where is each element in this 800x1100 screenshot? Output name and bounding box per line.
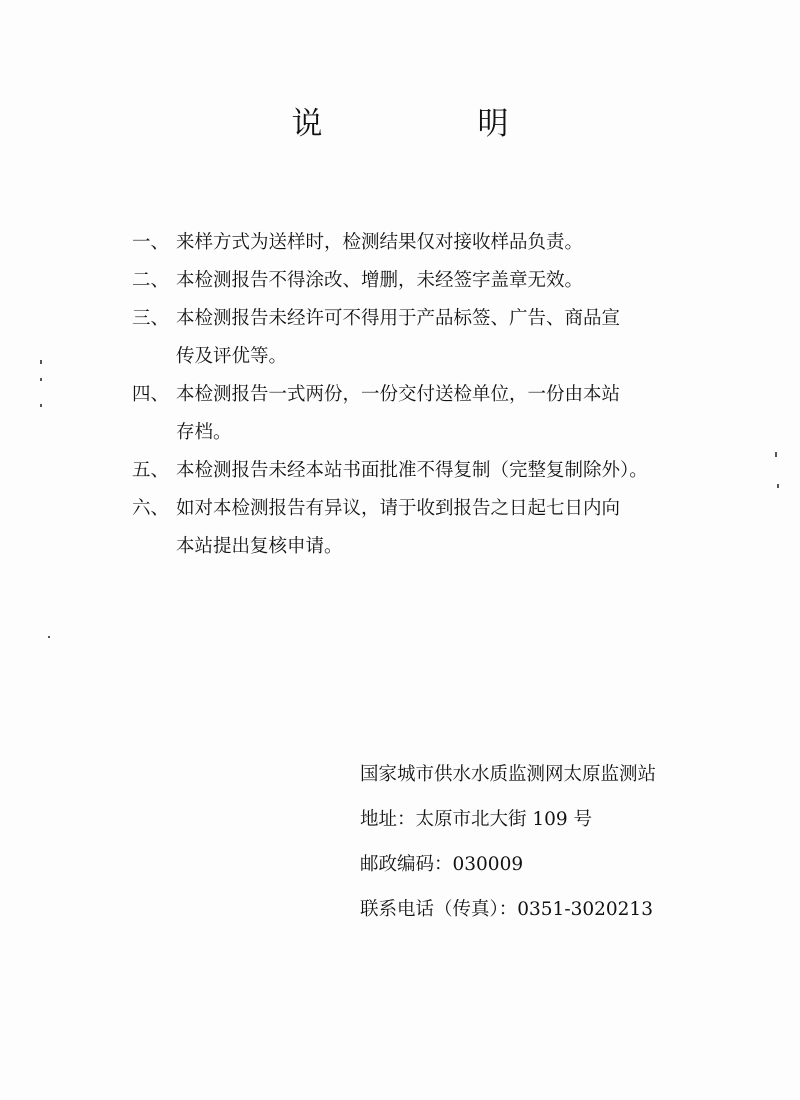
note-text: 来样方式为送样时，检测结果仅对接收样品负责。 [176, 232, 584, 253]
notes-list [132, 224, 722, 566]
note-number: 二、 [132, 270, 170, 291]
note-number: 五、 [132, 460, 170, 481]
note-number: 四、 [132, 384, 170, 405]
note-text: 本检测报告未经本站书面批准不得复制（完整复制除外）。 [176, 460, 648, 481]
note-item [132, 376, 722, 452]
address-line: 地址：太原市北大街 109 号 [360, 809, 593, 830]
organization-name: 国家城市供水水质监测网太原监测站 [360, 764, 657, 785]
note-item [132, 490, 722, 566]
note-number: 六、 [132, 498, 170, 519]
phone-line: 联系电话（传真）：0351-3020213 [360, 899, 653, 920]
scan-speck [775, 452, 777, 457]
scan-speck [48, 636, 50, 638]
page-title: 说 明 [291, 106, 571, 142]
note-text: 如对本检测报告有异议，请于收到报告之日起七日内向 本站提出复核申请。 [176, 498, 621, 557]
postcode-line: 邮政编码：030009 [360, 854, 524, 875]
note-item [132, 452, 722, 490]
scan-speck [777, 484, 779, 488]
scan-speck [40, 404, 42, 407]
note-text: 本检测报告一式两份，一份交付送检单位，一份由本站 存档。 [176, 384, 621, 443]
note-item [132, 262, 722, 300]
note-number: 一、 [132, 232, 170, 253]
scan-speck [40, 378, 42, 381]
note-item [132, 224, 722, 262]
note-number: 三、 [132, 308, 170, 329]
note-text: 本检测报告不得涂改、增删，未经签字盖章无效。 [176, 270, 584, 291]
contact-block [360, 752, 760, 932]
scan-speck [40, 360, 42, 364]
note-item [132, 300, 722, 376]
note-text: 本检测报告未经许可不得用于产品标签、广告、商品宣 传及评优等。 [176, 308, 621, 367]
